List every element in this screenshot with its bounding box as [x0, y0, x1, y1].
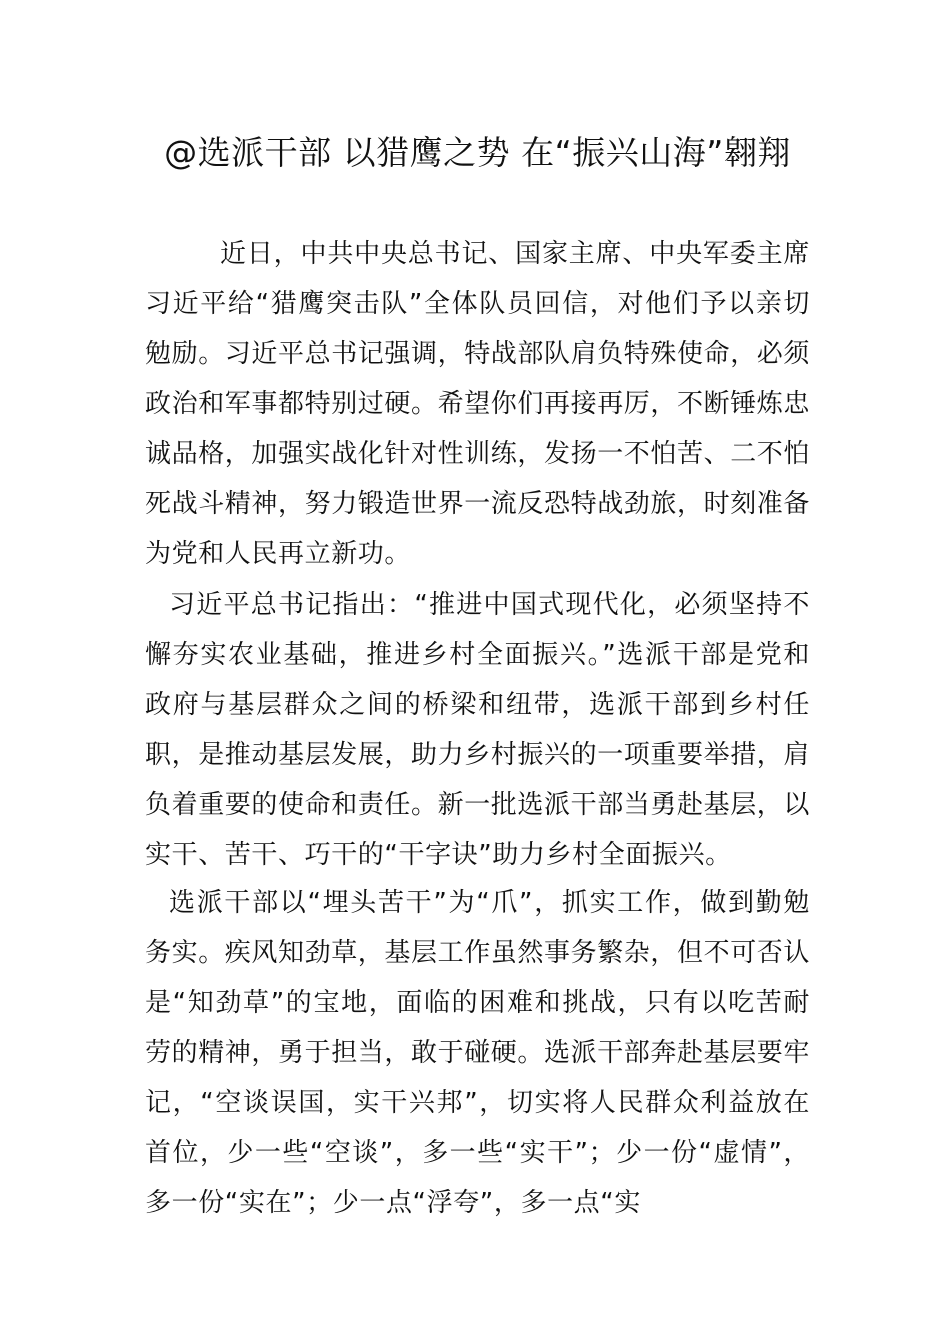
paragraph-1: 近日，中共中央总书记、国家主席、中央军委主席习近平给“猎鹰突击队”全体队员回信，对他们予以亲切勉励。习近平总书记强调，特战部队肩负特殊使命，必须政治和军事都特别过硬。希望你们再接再厉，不断锤炼忠诚品格，加强实战化针对性训练，发扬一不怕苦、二不怕死战斗精神，努力锻造世界一流反恐特战劲旅，时刻准备为党和人民再立新功。 [145, 239, 811, 569]
paragraph-2: 习近平总书记指出：“推进中国式现代化，必须坚持不懈夯实农业基础，推进乡村全面振兴。”选派干部是党和政府与基层群众之间的桥梁和纽带，选派干部到乡村任职，是推动基层发展，助力乡村振兴的一项重要举措，肩负着重要的使命和责任。新一批选派干部当勇赴基层，以实干、苦干、巧干的“干字诀”助力乡村全面振兴。 [145, 590, 811, 870]
document-title: @选派干部 以猎鹰之势 在“振兴山海”翱翔 [164, 133, 791, 172]
paragraph-3: 选派干部以“埋头苦干”为“爪”，抓实工作，做到勤勉务实。疾风知劲草，基层工作虽然事务繁杂，但不可否认是“知劲草”的宝地，面临的困难和挑战，只有以吃苦耐劳的精神，勇于担当，敢于碰硬。选派干部奔赴基层要牢记，“空谈误国，实干兴邦”，切实将人民群众利益放在首位，少一些“空谈”，多一些“实干”；少一份“虚情”，多一份“实在”；少一点“浮夸”，多一点“实 [145, 888, 811, 1218]
